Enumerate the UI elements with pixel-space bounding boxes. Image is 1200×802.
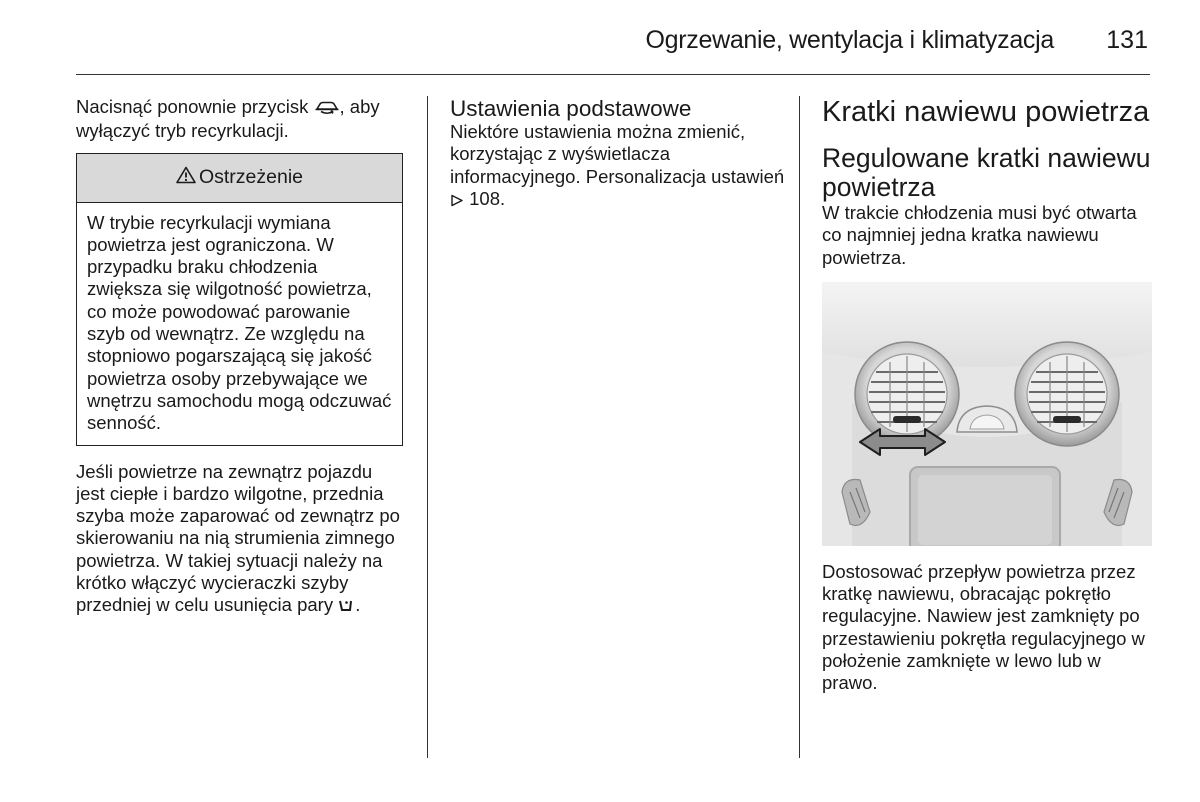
warning-title: Ostrzeżenie <box>198 166 304 189</box>
warning-body <box>77 203 402 445</box>
column-right <box>822 96 1152 695</box>
basic-settings-text <box>450 121 785 212</box>
column-separator <box>427 96 428 758</box>
warning-box <box>76 153 403 446</box>
page-reference-link[interactable]: 108. <box>469 187 506 209</box>
warning-triangle-icon <box>176 166 196 190</box>
wiper-icon <box>338 596 355 618</box>
column-separator <box>799 96 800 758</box>
subsection-heading-adjustable-vents: Regulowane kratki nawiewu powietrza <box>822 143 1151 202</box>
page-reference-icon <box>450 190 464 212</box>
vents-text-1: W trakcie chłodzenia musi być otwarta co najmniej jedna kratka nawiewu powietrza. <box>822 202 1137 268</box>
fogging-paragraph <box>76 461 406 619</box>
column-middle <box>450 96 785 212</box>
warning-text: W trybie recyrkulacji wymiana powietrza jest ograniczona. W przypadku braku chłodzenia zwiększa się wilgotność powietrza, co może powodować parowanie szyb od wewnątrz. Ze względu na stopniowo pogarszającą się jakość powietrza osoby przebywające we wnętrzu samochodu mogą odczuwać senność. <box>87 211 392 434</box>
warning-header <box>77 154 402 203</box>
page-number: 131 <box>1106 26 1148 54</box>
section-heading-basic-settings: Ustawienia podstawowe <box>450 96 692 121</box>
recirculation-text-end: , aby wyłączyć tryb recyrkulacji. <box>76 96 380 142</box>
column-left <box>76 96 406 619</box>
header-title: Ogrzewanie, wentylacja i klimatyzacja <box>645 26 1054 54</box>
fogging-text: Jeśli powietrze na zewnątrz pojazdu jest ciepłe i bardzo wilgotne, przednia szyba może zaparować od zewnątrz po skierowaniu na nią strumienia zimnego powietrza. W takiej sytuacji należy na krótko włączyć wycieraczki szyby przedniej w celu usunięcia pary <box>76 460 400 616</box>
air-vents-illustration <box>822 282 1152 546</box>
section-heading-air-vents: Kratki nawiewu powietrza <box>822 96 1150 128</box>
right-air-vent <box>1015 342 1119 446</box>
vents-text-2: Dostosować przepływ powietrza przez kratkę nawiewu, obracając pokrętło regulacyjne. Nawiew jest zamknięty po przestawieniu pokrętła regulacyjnego w położenie zamknięte w lewo lub w prawo. <box>822 560 1145 694</box>
left-air-vent <box>855 342 959 446</box>
recirculation-paragraph <box>76 96 406 143</box>
header-rule <box>76 74 1150 75</box>
recirculation-text-start: Nacisnąć ponownie przycisk <box>76 96 314 117</box>
fogging-text-end: . <box>355 594 361 616</box>
recirculation-icon <box>314 98 340 120</box>
basic-settings-text-body: Niektóre ustawienia można zmienić, korzystając z wyświetlacza informacyjnego. Personalizacja ustawień <box>450 121 785 187</box>
